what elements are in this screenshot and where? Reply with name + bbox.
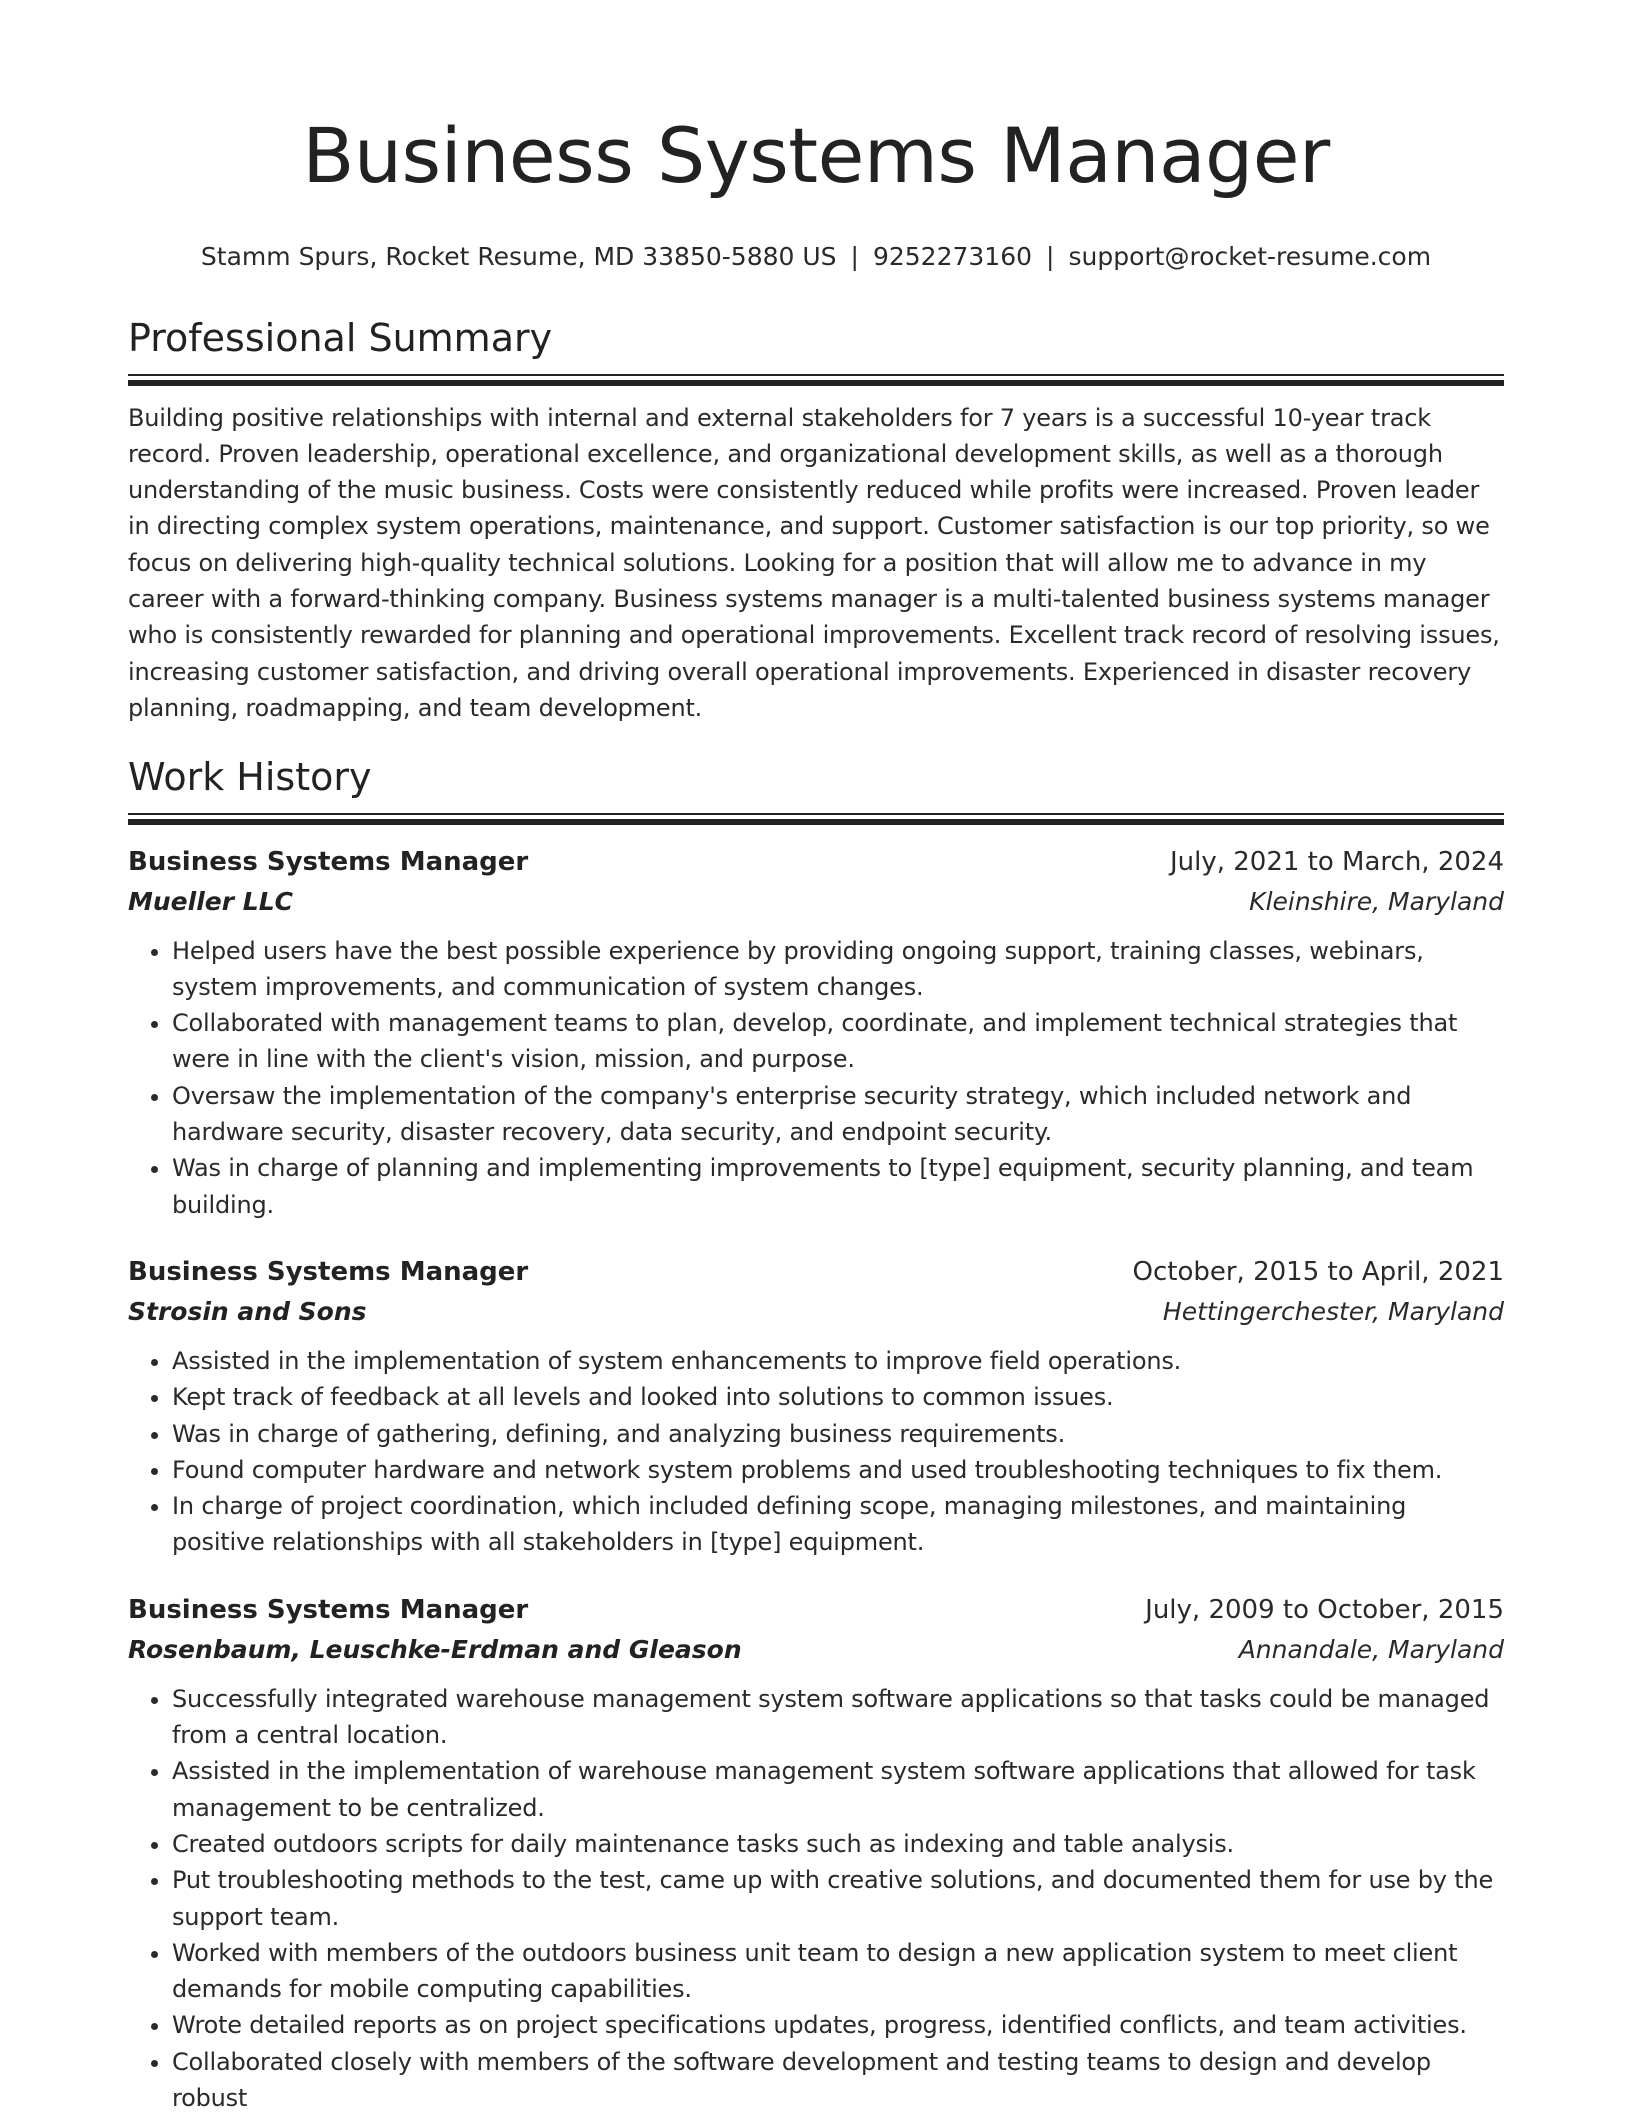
job-dates: July, 2021 to March, 2024 [1169, 846, 1504, 877]
contact-separator: | [850, 242, 859, 271]
contact-line [128, 242, 1504, 272]
contact-separator: | [1046, 242, 1055, 271]
job-location: Annandale, Maryland [1238, 1634, 1504, 1664]
job-bullet: • Wrote detailed reports as on project specifications updates, progress, identified conflicts, and team activities. [172, 2007, 1504, 2043]
job-location: Hettingerchester, Maryland [1162, 1296, 1504, 1326]
job-entry [128, 1253, 1504, 1561]
job-bullet: • Assisted in the implementation of system enhancements to improve field operations. [172, 1343, 1504, 1379]
job-bullet: • In charge of project coordination, which included defining scope, managing milestones, and maintaining positive relationships with all stakeholders in [type] equipment. [172, 1488, 1504, 1561]
job-dates: July, 2009 to October, 2015 [1145, 1594, 1504, 1625]
job-bullet: • Kept track of feedback at all levels and looked into solutions to common issues. [172, 1379, 1504, 1415]
professional-summary-section [128, 316, 1504, 726]
job-bullet: • Collaborated with management teams to plan, develop, coordinate, and implement technical strategies that were in line with the client's vision, mission, and purpose. [172, 1005, 1504, 1078]
job-bullets [128, 933, 1504, 1223]
contact-email: support@rocket-resume.com [1068, 242, 1432, 271]
section-divider [128, 813, 1504, 825]
job-company: Mueller LLC [128, 886, 293, 916]
job-bullet: • Successfully integrated warehouse management system software applications so that tasks could be managed from a central location. [172, 1681, 1504, 1754]
job-company: Rosenbaum, Leuschke-Erdman and Gleason [128, 1634, 742, 1664]
job-bullet: • Worked with members of the outdoors business unit team to design a new application system to meet client demands for mobile computing capabilities. [172, 1935, 1504, 2008]
job-bullet: • Created outdoors scripts for daily maintenance tasks such as indexing and table analysis. [172, 1826, 1504, 1862]
job-bullet: • Was in charge of gathering, defining, and analyzing business requirements. [172, 1416, 1504, 1452]
section-heading-summary: Professional Summary [128, 316, 553, 360]
job-bullets [128, 1681, 1504, 2116]
section-divider [128, 374, 1504, 386]
job-title: Business Systems Manager [128, 1256, 529, 1287]
job-bullet: • Collaborated closely with members of the software development and testing teams to design and develop robust [172, 2044, 1504, 2116]
job-location: Kleinshire, Maryland [1249, 886, 1504, 916]
work-history-section [128, 755, 1504, 2116]
section-heading-work-history: Work History [128, 755, 372, 799]
job-company: Strosin and Sons [128, 1296, 367, 1326]
contact-phone: 9252273160 [872, 242, 1033, 271]
job-bullet: • Helped users have the best possible experience by providing ongoing support, training classes, webinars, system improvements, and communication of system changes. [172, 933, 1504, 1006]
job-bullet: • Was in charge of planning and implementing improvements to [type] equipment, security planning, and team building. [172, 1150, 1504, 1223]
job-bullet: • Oversaw the implementation of the company's enterprise security strategy, which included network and hardware security, disaster recovery, data security, and endpoint security. [172, 1078, 1504, 1151]
job-title: Business Systems Manager [128, 1594, 529, 1625]
resume-title: Business Systems Manager [302, 111, 1330, 200]
job-entry [128, 843, 1504, 1223]
job-title: Business Systems Manager [128, 846, 529, 877]
job-dates: October, 2015 to April, 2021 [1132, 1256, 1504, 1287]
job-bullets [128, 1343, 1504, 1561]
job-bullet: • Found computer hardware and network system problems and used troubleshooting techniques to fix them. [172, 1452, 1504, 1488]
summary-paragraph: Building positive relationships with internal and external stakeholders for 7 years is a successful 10-year track record. Proven leadership, operational excellence, and organizational development skills, as well as a thorough understanding of the music business. Costs were consistently reduced while profits were increased. Proven leader in directing complex system operations, maintenance, and support. Customer satisfaction is our top priority, so we focus on delivering high-quality technical solutions. Looking for a position that will allow me to advance in my career with a forward-thinking company. Business systems manager is a multi-talented business systems manager who is consistently rewarded for planning and operational improvements. Excellent track record of resolving issues, increasing customer satisfaction, and driving overall operational improvements. Experienced in disaster recovery planning, roadmapping, and team development. [128, 403, 1500, 722]
job-bullet: • Put troubleshooting methods to the test, came up with creative solutions, and documented them for use by the support team. [172, 1862, 1504, 1935]
job-entry [128, 1591, 1504, 2116]
contact-address: Stamm Spurs, Rocket Resume, MD 33850-5880 US [200, 242, 837, 271]
job-bullet: • Assisted in the implementation of warehouse management system software applications that allowed for task management to be centralized. [172, 1753, 1504, 1826]
